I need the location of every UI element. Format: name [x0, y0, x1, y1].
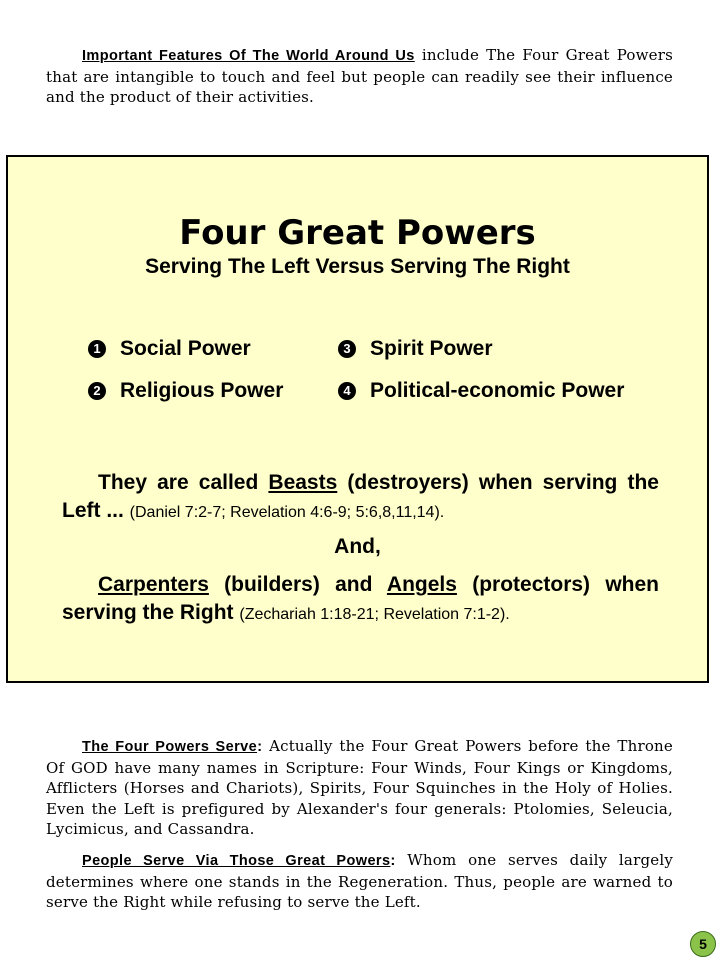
angels-term: Angels	[386, 573, 457, 596]
beasts-term: Beasts	[268, 471, 338, 494]
serve-lead: The Four Powers Serve	[82, 739, 258, 755]
text-span: (destroyers) when serving the Left ...	[62, 471, 659, 522]
serve-text: Actually the Four Great Powers before the Throne Of GOD have many names in Scripture: Four Winds, Four Kings or Kingdoms, Afflicters (Horses and Chariots), Spirits, Four Squinches in the Holy of Holies. Even the Left is prefigured by Alexander's four generals: Ptolomies, Seleucia, Lycimicus, and Cassandra.	[46, 737, 673, 838]
intro-lead: Important Features Of The World Around Us	[82, 48, 415, 64]
number-3-icon: 3	[338, 340, 356, 358]
people-text: Whom one serves daily largely determines where one stands in the Regeneration. Thus, people are warned to serve the Right while refusing to serve the Left.	[46, 851, 673, 911]
colon: :	[390, 852, 396, 869]
text-span: They are called	[98, 471, 269, 494]
intro-text: include The Four Great Powers that are intangible to touch and feel but people can readily see their influence and the product of their activities.	[46, 46, 674, 106]
colon: :	[257, 738, 263, 755]
four-powers-serve-paragraph	[46, 736, 673, 840]
carpenters-angels-paragraph	[62, 571, 659, 629]
box-subtitle: Serving The Left Versus Serving The Right	[145, 255, 570, 278]
number-4-icon: 4	[338, 382, 356, 400]
people-serve-paragraph	[46, 850, 673, 913]
beasts-paragraph	[62, 469, 659, 527]
power-item-spirit	[338, 337, 493, 361]
power-item-religious	[88, 379, 283, 403]
power-label: Religious Power	[120, 379, 284, 402]
number-2-icon: 2	[88, 382, 106, 400]
power-item-political-economic	[338, 379, 624, 403]
four-powers-box	[6, 155, 709, 683]
people-lead: People Serve Via Those Great Powers	[82, 853, 391, 869]
power-label: Social Power	[120, 337, 251, 360]
power-label: Spirit Power	[370, 337, 493, 360]
text-span: (protectors) when serving the Right	[62, 573, 659, 624]
power-item-social	[88, 337, 251, 361]
carpenters-term: Carpenters	[98, 573, 209, 596]
intro-paragraph	[46, 45, 673, 108]
box-title: Four Great Powers	[179, 213, 536, 253]
page-number-badge: 5	[690, 931, 716, 957]
text-span: (builders) and	[208, 573, 387, 596]
scripture-reference: (Daniel 7:2-7; Revelation 4:6-9; 5:6,8,11,14).	[129, 504, 445, 521]
power-label: Political-economic Power	[370, 379, 625, 402]
scripture-reference: (Zechariah 1:18-21; Revelation 7:1-2).	[239, 606, 510, 623]
number-1-icon: 1	[88, 340, 106, 358]
and-connector: And,	[334, 535, 381, 558]
